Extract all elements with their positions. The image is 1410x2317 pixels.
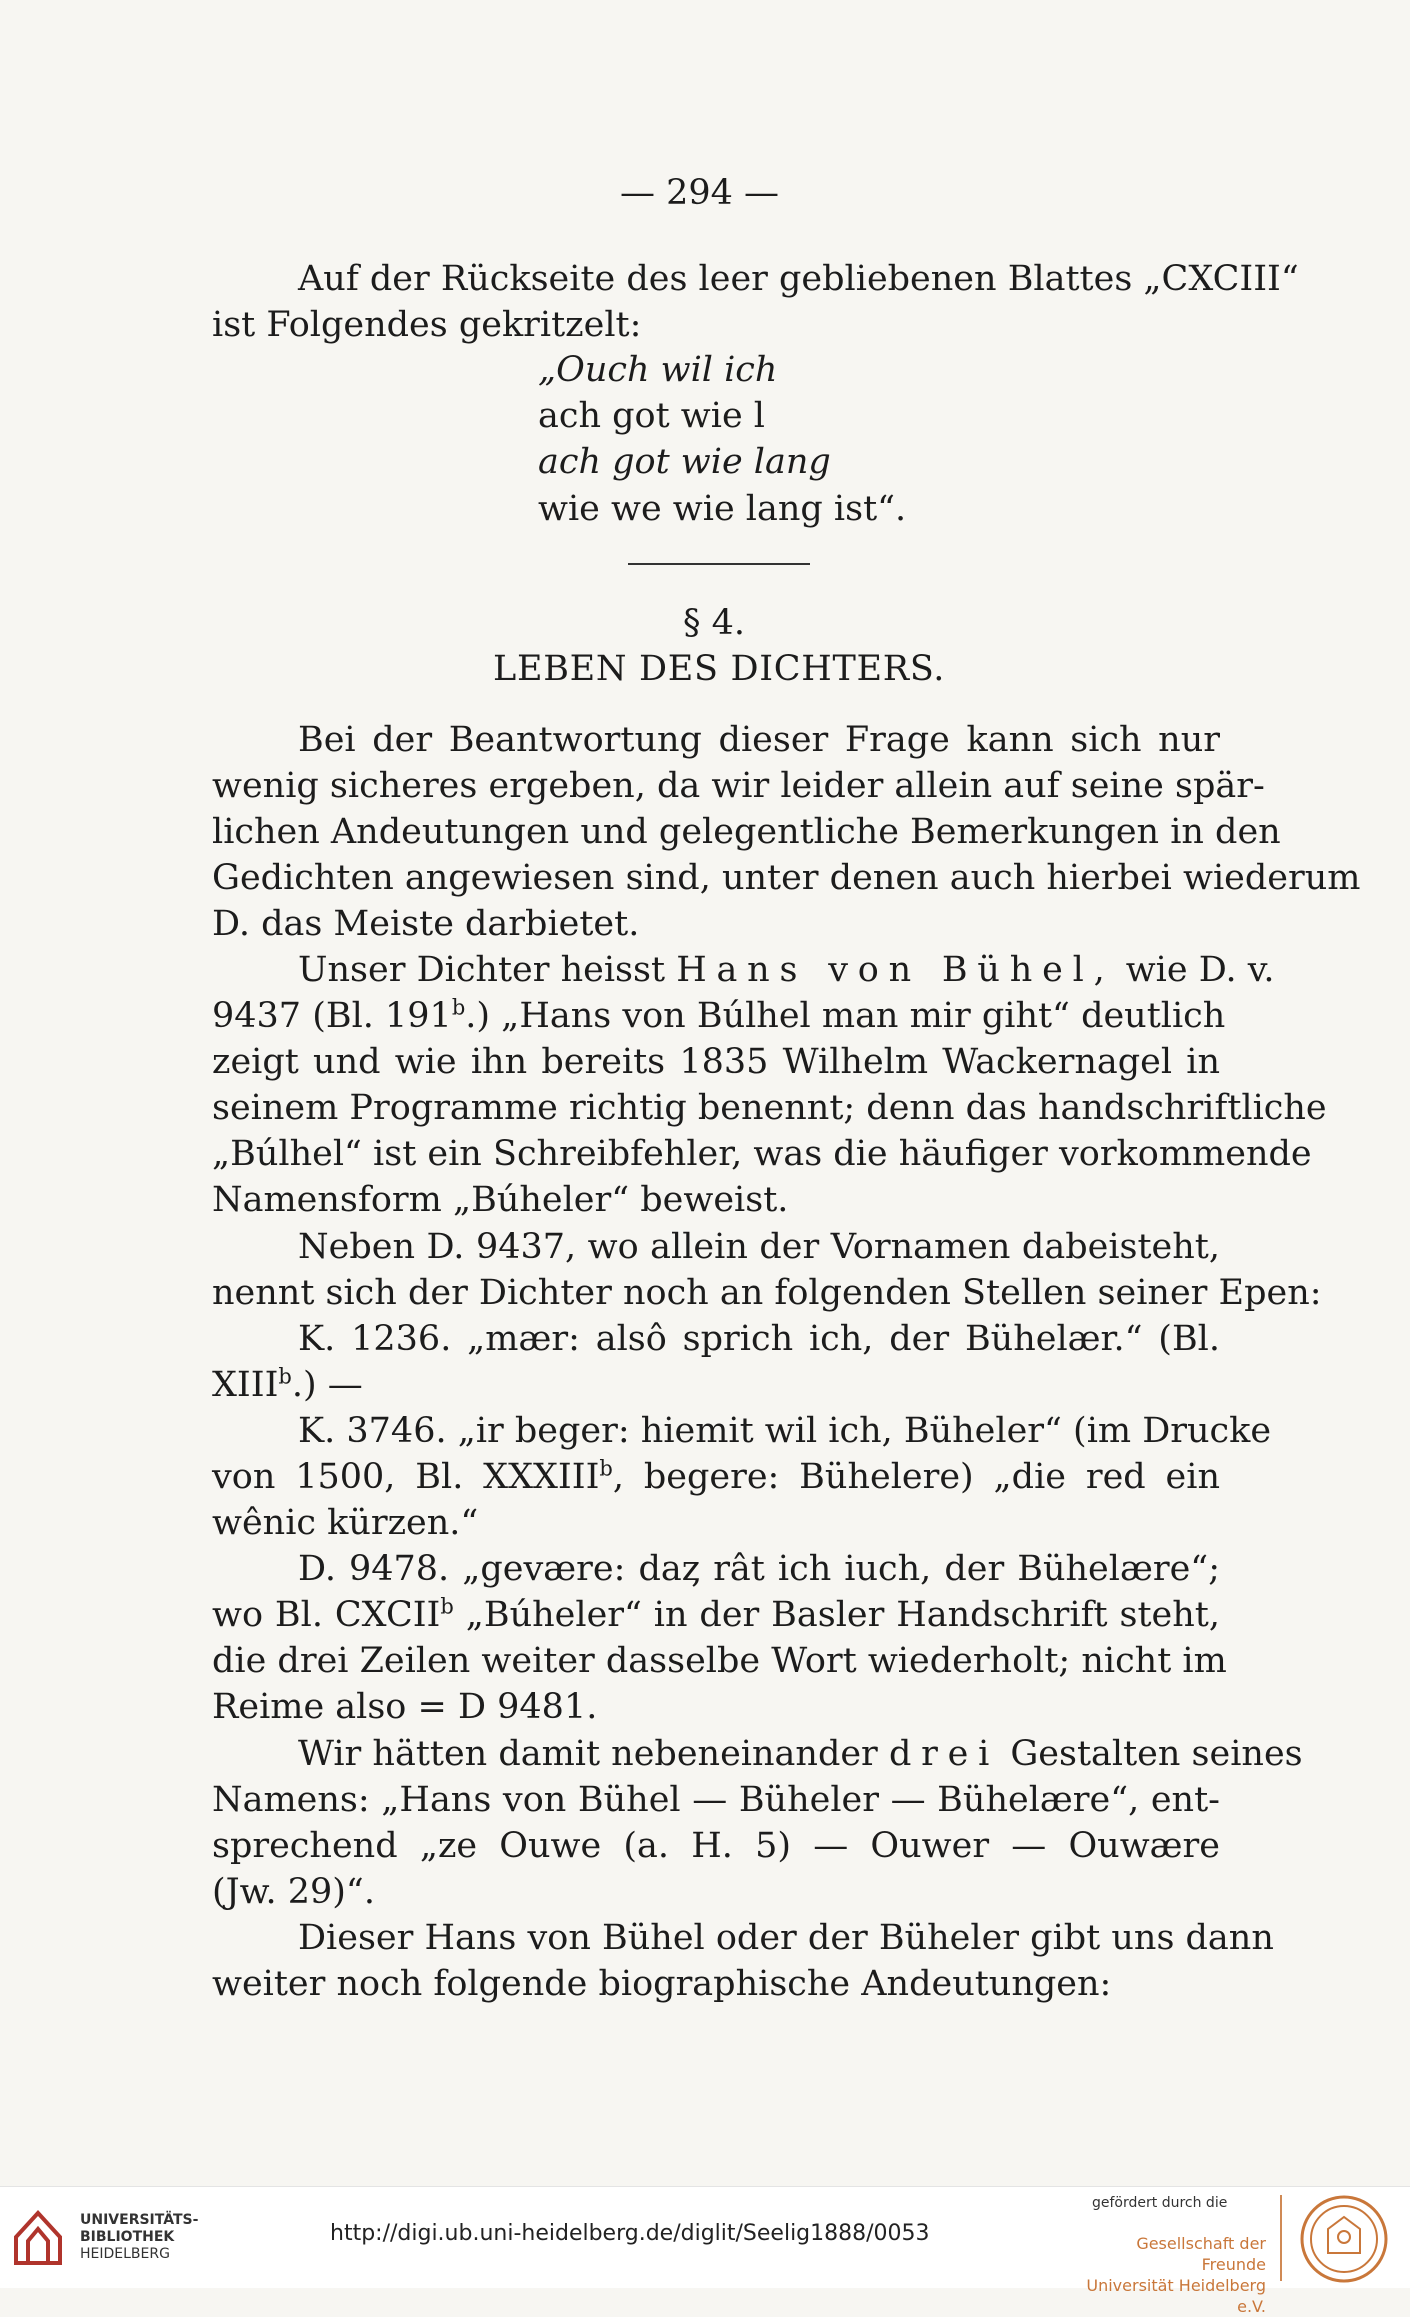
text-line	[212, 1362, 1220, 1408]
library-logo-icon	[10, 2207, 66, 2269]
sponsor-line: Universität Heidelberg e.V.	[1086, 2276, 1266, 2316]
text-line: nennt sich der Dichter noch an folgenden Stellen seiner Epen:	[212, 1273, 1322, 1313]
poem-line: wie we wie lang ist“.	[538, 489, 907, 529]
text-span: , begere: Bühelere) „die red ein	[612, 1457, 1220, 1497]
footer-bar	[0, 2186, 1410, 2316]
text-line: sprechend „ze Ouwe (a. H. 5) — Ouwer — Ouwære	[212, 1826, 1220, 1866]
permalink-url[interactable]: http://digi.ub.uni-heidelberg.de/diglit/Seelig1888/0053	[330, 2221, 930, 2246]
separator-rule	[628, 563, 810, 565]
text-line: Bei der Beantwortung dieser Frage kann sich nur	[298, 720, 1220, 760]
superscript: b	[599, 1456, 613, 1481]
text-line: D. das Meiste darbietet.	[212, 904, 640, 944]
text-line: Neben D. 9437, wo allein der Vornamen dabeisteht,	[298, 1227, 1220, 1267]
university-seal-icon	[1298, 2193, 1390, 2285]
text-line	[212, 1454, 1220, 1500]
library-name-line: HEIDELBERG	[80, 2246, 170, 2262]
text-span: .) —	[291, 1365, 363, 1405]
text-line: (Jw. 29)“.	[212, 1872, 375, 1912]
text-line	[212, 1592, 1220, 1638]
library-name	[80, 2212, 198, 2263]
text-span: „Búheler“ in der Basler Handschrift steht,	[453, 1595, 1220, 1635]
divider	[1280, 2195, 1282, 2281]
text-span: 9437 (Bl. 191	[212, 996, 452, 1036]
text-line: lichen Andeutungen und gelegentliche Bemerkungen in den	[212, 812, 1281, 852]
superscript: b	[278, 1364, 292, 1389]
library-name-line: UNIVERSITÄTS-	[80, 2212, 199, 2228]
text-line: Reime also = D 9481.	[212, 1687, 598, 1727]
sponsor-label: gefördert durch die	[1092, 2195, 1228, 2211]
text-line: K. 1236. „mær: alsô sprich ich, der Bühelær.“ (Bl.	[298, 1319, 1220, 1359]
text-line: Namens: „Hans von Bühel — Büheler — Bühelære“, ent-	[212, 1780, 1220, 1820]
text-line: D. 9478. „gevære: daȥ rât ich iuch, der Bühelære“;	[298, 1549, 1220, 1589]
text-span: wo Bl. CXCII	[212, 1595, 441, 1635]
text-line: „Búlhel“ ist ein Schreibfehler, was die häufiger vorkommende	[212, 1134, 1312, 1174]
text-span: .) „Hans von Búlhel man mir giht“ deutlich	[465, 996, 1226, 1036]
library-name-line: BIBLIOTHEK	[80, 2229, 175, 2245]
sponsor-line: Gesellschaft der Freunde	[1136, 2234, 1266, 2274]
author-name: Hans von Bühel,	[676, 950, 1115, 990]
section-heading: LEBEN DES DICHTERS.	[493, 649, 946, 689]
section-number: § 4.	[683, 603, 746, 643]
text-line: wênic kürzen.“	[212, 1503, 479, 1543]
text-line: Namensform „Búheler“ beweist.	[212, 1180, 789, 1220]
emphasized-word: drei	[888, 1734, 1000, 1774]
text-line: Dieser Hans von Bühel oder der Büheler gibt uns dann	[298, 1918, 1274, 1958]
text-line	[212, 993, 1226, 1039]
intro-line: Auf der Rückseite des leer gebliebenen Blattes „CXCIII“	[298, 259, 1299, 299]
text-line	[298, 1731, 1303, 1777]
text-line: wenig sicheres ergeben, da wir leider allein auf seine spär-	[212, 766, 1265, 806]
poem-line: ach got wie l	[538, 396, 765, 436]
text-line: seinem Programme richtig benennt; denn das handschriftliche	[212, 1088, 1327, 1128]
poem-line: „Ouch wil ich	[538, 350, 778, 390]
text-span: Gestalten seines	[1010, 1734, 1303, 1774]
text-span: XIII	[212, 1365, 279, 1405]
sponsor-name	[1086, 2233, 1266, 2317]
text-line: die drei Zeilen weiter dasselbe Wort wiederholt; nicht im	[212, 1641, 1227, 1681]
superscript: b	[451, 995, 466, 1020]
text-span: Unser Dichter heisst	[298, 950, 666, 990]
text-line: weiter noch folgende biographische Andeutungen:	[212, 1964, 1112, 2004]
text-span: Wir hätten damit nebeneinander	[298, 1734, 878, 1774]
superscript: b	[440, 1594, 454, 1619]
text-span: wie D. v.	[1125, 950, 1275, 990]
text-line: K. 3746. „ir beger: hiemit wil ich, Büheler“ (im Drucke	[298, 1411, 1272, 1451]
page-number: — 294 —	[620, 173, 780, 213]
poem-line: ach got wie lang	[538, 442, 831, 482]
text-line: zeigt und wie ihn bereits 1835 Wilhelm Wackernagel in	[212, 1042, 1220, 1082]
text-line	[298, 947, 1275, 993]
text-line: Gedichten angewiesen sind, unter denen auch hierbei wiederum	[212, 858, 1361, 898]
intro-line: ist Folgendes gekritzelt:	[212, 305, 642, 345]
text-span: von 1500, Bl. XXXIII	[212, 1457, 600, 1497]
